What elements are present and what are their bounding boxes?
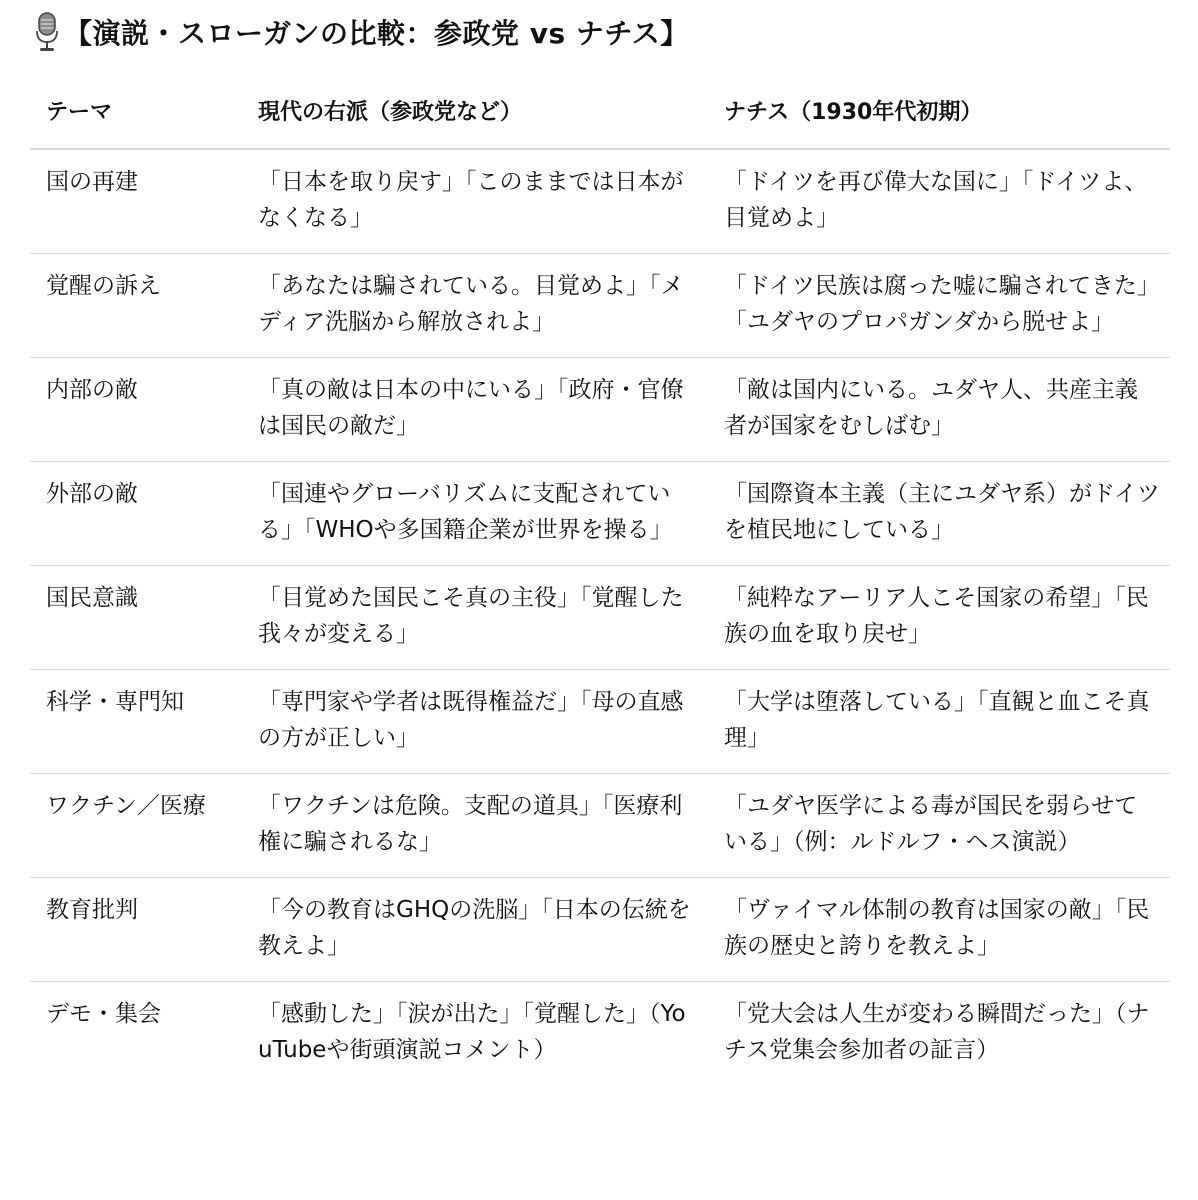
header-modern: 現代の右派（参政党など） <box>242 72 708 149</box>
nazi-cell: 「大学は堕落している」「直観と血こそ真理」 <box>708 670 1170 774</box>
theme-cell: 国民意識 <box>30 566 242 670</box>
modern-cell: 「目覚めた国民こそ真の主役」「覚醒した我々が変える」 <box>242 566 708 670</box>
table-row <box>30 358 1170 462</box>
nazi-cell: 「党大会は人生が変わる瞬間だった」（ナチス党集会参加者の証言） <box>724 1001 1150 1063</box>
modern-cell: 「専門家や学者は既得権益だ」「母の直感の方が正しい」 <box>242 670 708 774</box>
nazi-cell: 「敵は国内にいる。ユダヤ人、共産主義者が国家をむしばむ」 <box>708 358 1170 462</box>
header-nazi: ナチス（1930年代初期） <box>708 72 1170 149</box>
table-row <box>30 878 1170 982</box>
modern-cell: 「真の敵は日本の中にいる」「政府・官僚は国民の敵だ」 <box>242 358 708 462</box>
modern-cell: 「あなたは騙されている。目覚めよ」「メディア洗脳から解放されよ」 <box>242 254 708 358</box>
table-row <box>30 254 1170 358</box>
theme-cell: 覚醒の訴え <box>30 254 242 358</box>
table-row <box>30 462 1170 566</box>
modern-cell: 「感動した」「涙が出た」「覚醒した」（YouTubeや街頭演説コメント） <box>258 1001 686 1063</box>
table-row <box>30 670 1170 774</box>
nazi-cell: 「純粋なアーリア人こそ国家の希望」「民族の血を取り戻せ」 <box>708 566 1170 670</box>
theme-cell: デモ・集会 <box>46 1001 161 1027</box>
page-title <box>34 8 689 56</box>
comparison-table <box>30 72 1170 1085</box>
nazi-cell: 「ヴァイマル体制の教育は国家の敵」「民族の歴史と誇りを教えよ」 <box>708 878 1170 982</box>
table-header-row <box>30 72 1170 149</box>
theme-cell: 外部の敵 <box>30 462 242 566</box>
nazi-cell: 「ユダヤ医学による毒が国民を弱らせている」（例：ルドルフ・ヘス演説） <box>708 774 1170 878</box>
modern-cell: 「国連やグローバリズムに支配されている」「WHOや多国籍企業が世界を操る」 <box>242 462 708 566</box>
theme-cell: 科学・専門知 <box>30 670 242 774</box>
table-row <box>30 774 1170 878</box>
modern-cell: 「今の教育はGHQの洗脳」「日本の伝統を教えよ」 <box>242 878 708 982</box>
theme-cell: 内部の敵 <box>30 358 242 462</box>
nazi-cell: 「ドイツ民族は腐った嘘に騙されてきた」「ユダヤのプロパガンダから脱せよ」 <box>708 254 1170 358</box>
microphone-icon <box>34 11 60 53</box>
nazi-cell: 「ドイツを再び偉大な国に」「ドイツよ、目覚めよ」 <box>708 149 1170 254</box>
table-row <box>30 149 1170 254</box>
header-theme: テーマ <box>30 72 242 149</box>
title-text: 【演説・スローガンの比較：参政党 vs ナチス】 <box>64 17 689 50</box>
modern-cell: 「日本を取り戻す」「このままでは日本がなくなる」 <box>242 149 708 254</box>
table-row <box>30 982 1170 1086</box>
nazi-cell: 「国際資本主義（主にユダヤ系）がドイツを植民地にしている」 <box>708 462 1170 566</box>
theme-cell: ワクチン／医療 <box>30 774 242 878</box>
table-row <box>30 566 1170 670</box>
theme-cell: 教育批判 <box>30 878 242 982</box>
modern-cell: 「ワクチンは危険。支配の道具」「医療利権に騙されるな」 <box>242 774 708 878</box>
theme-cell: 国の再建 <box>30 149 242 254</box>
